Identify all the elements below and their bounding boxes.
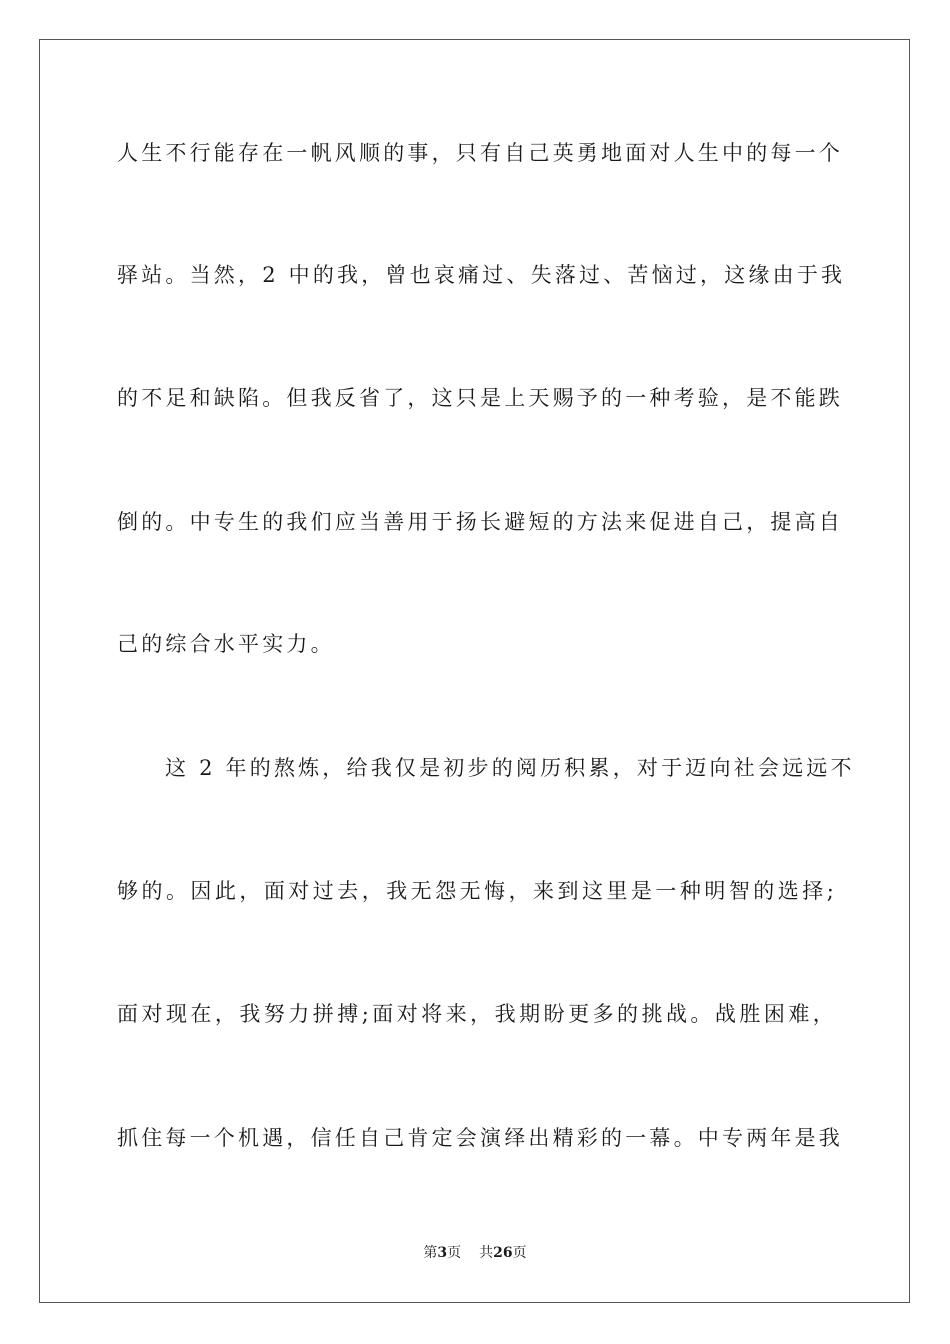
text-line-4: 倒的。中专生的我们应当善用于扬长避短的方法来促进自己，提高自 [117,510,843,534]
footer-total-suffix: 页 [512,1245,527,1261]
text-line-6: 这 2 年的熬炼，给我仅是初步的阅历积累，对于迈向社会远远不 [165,756,855,780]
footer-total-prefix: 共 [479,1245,494,1261]
footer-page-number: 3 [437,1245,448,1261]
footer-page-prefix: 第 [423,1245,438,1261]
footer-total-pages: 26 [493,1245,513,1261]
footer-page-suffix: 页 [447,1245,462,1261]
text-line-1: 人生不行能存在一帆风顺的事，只有自己英勇地面对人生中的每一个 [117,141,843,165]
page-border [39,39,910,1303]
text-line-7: 够的。因此，面对过去，我无怨无悔，来到这里是一种明智的选择; [117,879,837,903]
text-line-2: 驿站。当然，2 中的我，曾也哀痛过、失落过、苦恼过，这缘由于我 [117,263,846,287]
text-line-5: 己的综合水平实力。 [117,632,335,656]
page-footer [0,1243,950,1263]
text-line-3: 的不足和缺陷。但我反省了，这只是上天赐予的一种考验，是不能跌 [117,386,843,410]
text-line-8: 面对现在，我努力拼搏;面对将来，我期盼更多的挑战。战胜困难， [117,1002,837,1026]
text-line-9: 抓住每一个机遇，信任自己肯定会演绎出精彩的一幕。中专两年是我 [117,1126,843,1150]
